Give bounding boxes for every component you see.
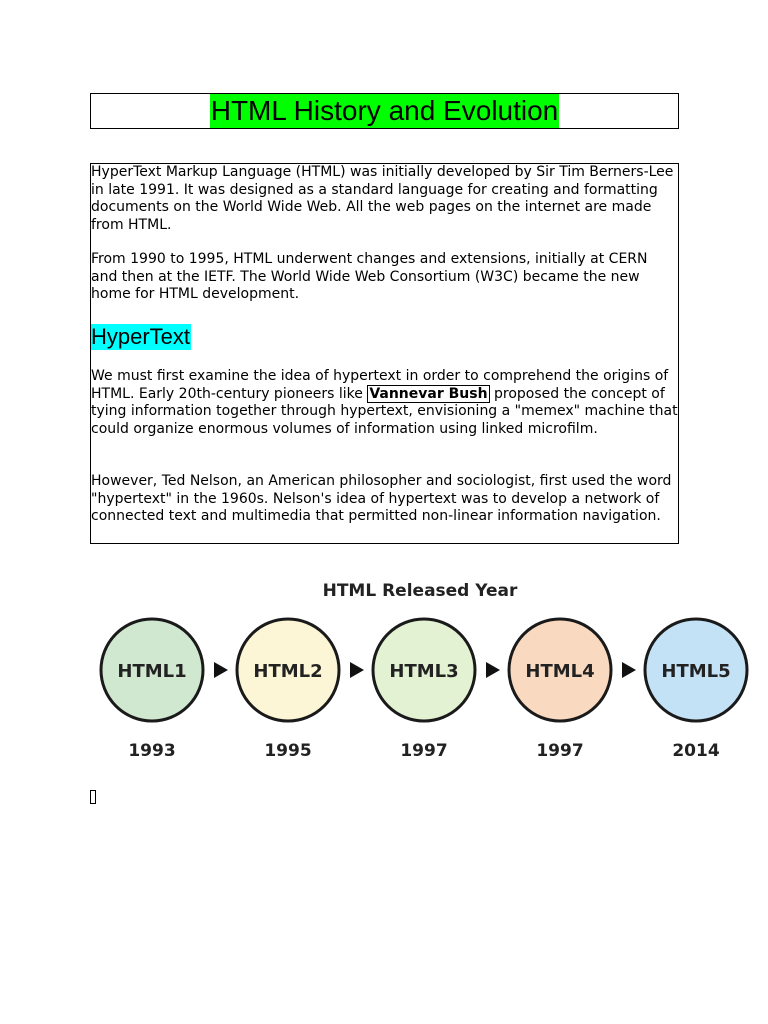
vannevar-bush-name: Vannevar Bush — [369, 385, 488, 402]
timeline-year-html5: 2014 — [672, 741, 720, 761]
timeline-year-html4: 1997 — [536, 741, 584, 761]
page-title: HTML History and Evolution — [210, 95, 559, 126]
timeline-arrow-icon — [350, 662, 364, 678]
intro-paragraph: HyperText Markup Language (HTML) was initially developed by Sir Tim Berners-Lee in late 1991. It was designed as a standard language for creating and formatting documents on the World Wide Web. All the web pages on the internet are made from HTML. — [91, 164, 674, 233]
title-box — [90, 93, 679, 129]
hypertext-paragraph-end: proposed the concept of tying information together through hypertext, envisioning a "memex" machine that could organize enormous volumes of information using linked microfilm. — [91, 385, 678, 437]
content-box — [90, 163, 679, 544]
history-paragraph: From 1990 to 1995, HTML underwent changes and extensions, initially at CERN and then at the IETF. The World Wide Web Consortium (W3C) became the new home for HTML development. — [91, 251, 648, 302]
timeline-items — [101, 619, 747, 761]
html-release-timeline — [92, 570, 752, 770]
timeline-arrow-icon — [622, 662, 636, 678]
timeline-label-html2: HTML2 — [253, 661, 323, 682]
hypertext-paragraph-start: We must first examine the idea of hypertext in order to comprehend the origins of HTML. Early 20th-century pioneers like — [91, 368, 669, 402]
timeline-label-html3: HTML3 — [389, 661, 459, 682]
timeline-year-html3: 1997 — [400, 741, 448, 761]
timeline-arrow-icon — [214, 662, 228, 678]
hypertext-paragraph — [91, 368, 679, 438]
timeline-label-html5: HTML5 — [661, 661, 731, 682]
timeline-year-html1: 1993 — [128, 741, 176, 761]
timeline-year-html2: 1995 — [264, 741, 312, 761]
timeline-label-html1: HTML1 — [117, 661, 187, 682]
timeline-label-html4: HTML4 — [525, 661, 595, 682]
timeline-arrow-icon — [486, 662, 500, 678]
timeline-title: HTML Released Year — [322, 581, 518, 601]
page-marker — [90, 790, 96, 804]
ted-nelson-paragraph: However, Ted Nelson, an American philosopher and sociologist, first used the word "hypertext" in the 1960s. Nelson's idea of hypertext was to develop a network of connected text and multimedia that permitted non-linear information navigation. — [91, 473, 672, 524]
hypertext-heading: HyperText — [91, 324, 191, 349]
